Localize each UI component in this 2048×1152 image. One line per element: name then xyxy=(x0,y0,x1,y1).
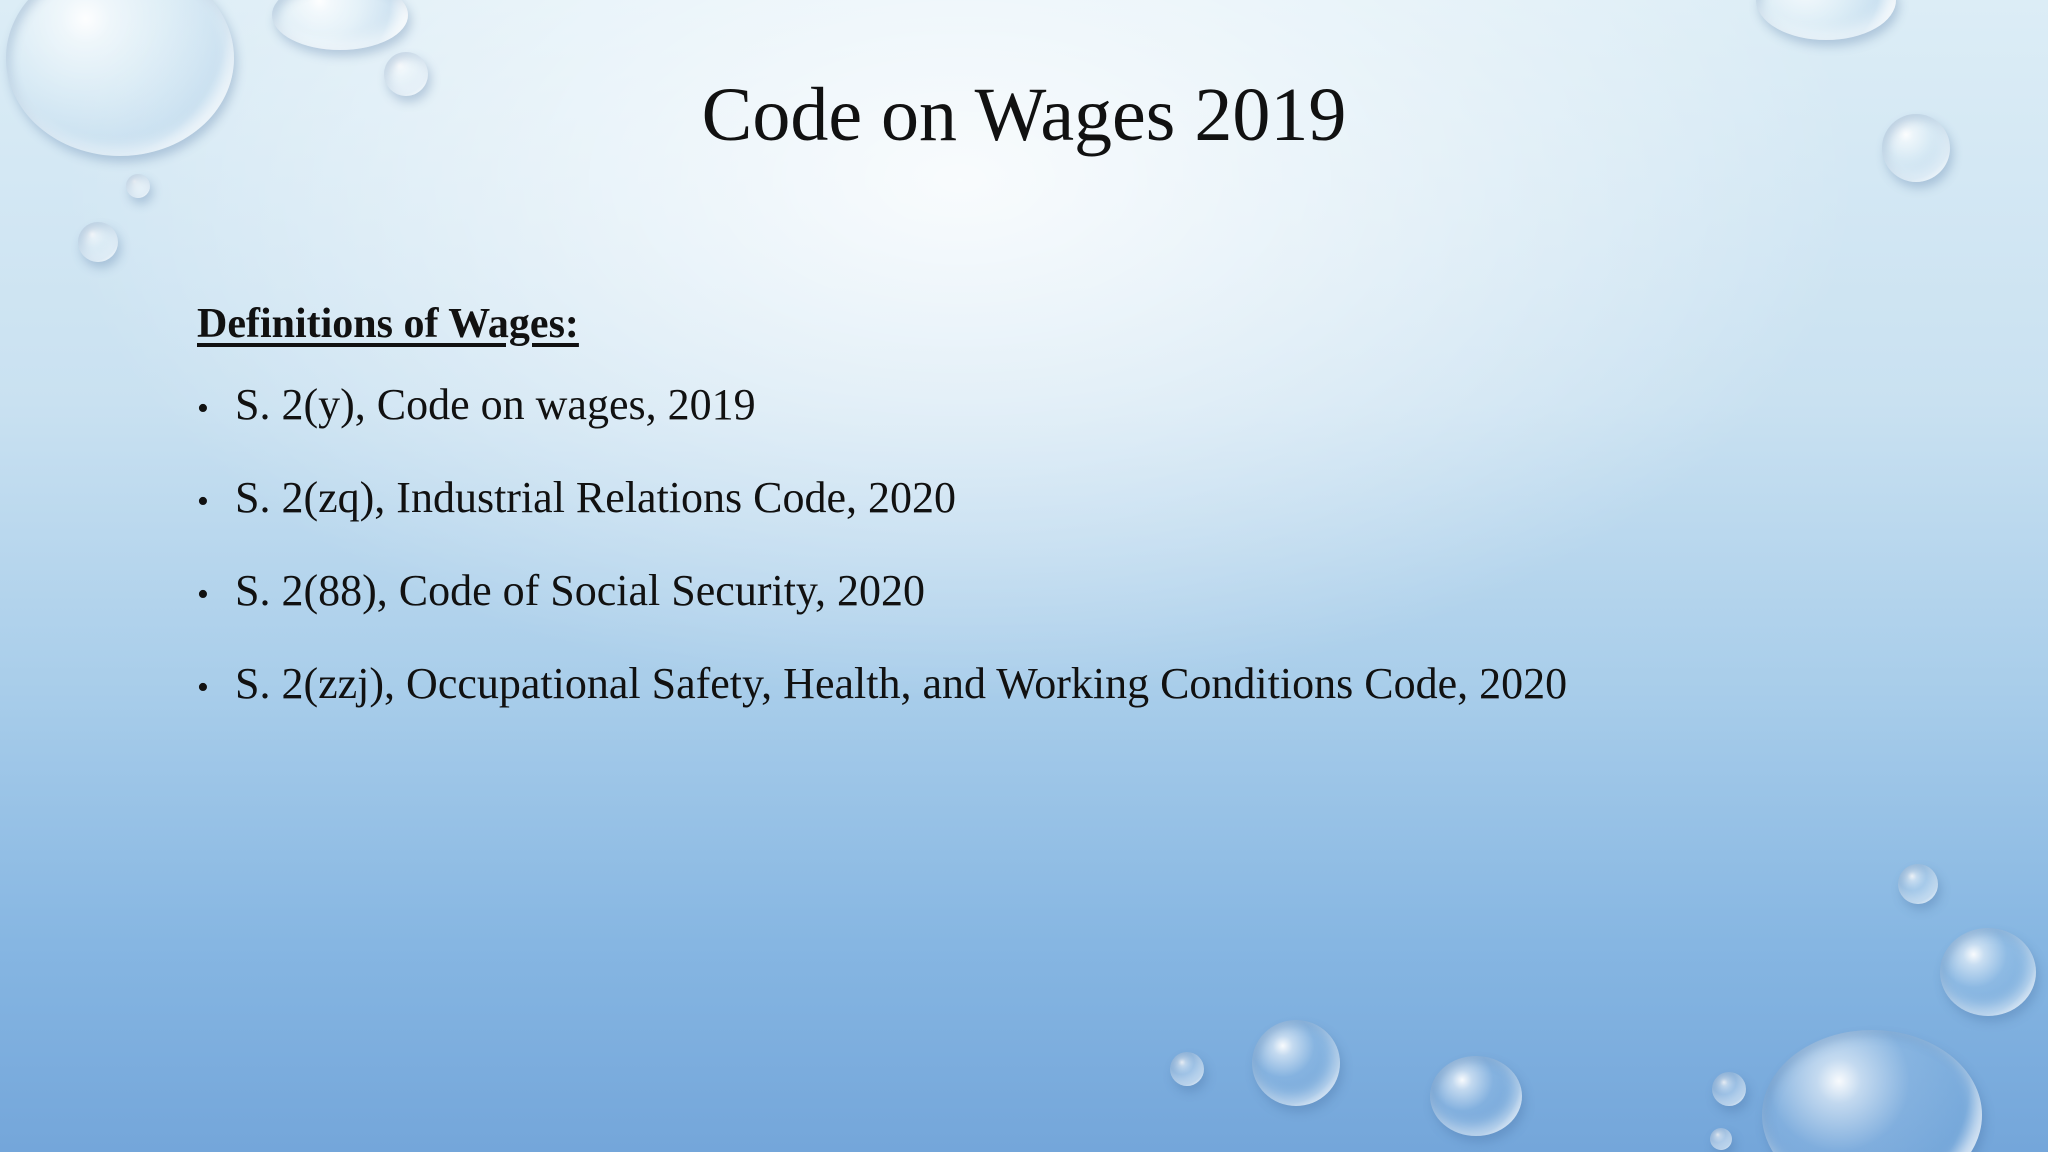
bullet-icon: • xyxy=(197,576,209,613)
water-droplet-icon xyxy=(272,0,408,50)
bullet-icon: • xyxy=(197,390,209,427)
slide-content xyxy=(197,296,1897,748)
list-item-text: S. 2(zq), Industrial Relations Code, 2020 xyxy=(235,473,957,522)
water-droplet-icon xyxy=(1756,0,1896,40)
bullet-icon: • xyxy=(197,483,209,520)
slide-title: Code on Wages 2019 xyxy=(701,73,1347,157)
water-droplet-icon xyxy=(126,174,150,198)
water-droplet-icon xyxy=(78,222,118,262)
water-droplet-icon xyxy=(1940,928,2036,1016)
water-droplet-icon xyxy=(1898,864,1938,904)
water-droplet-icon xyxy=(1430,1056,1522,1136)
list-item xyxy=(197,376,1897,438)
list-item xyxy=(197,469,1897,531)
list-item xyxy=(197,562,1897,624)
water-droplet-icon xyxy=(1252,1020,1340,1106)
list-item-text: S. 2(88), Code of Social Security, 2020 xyxy=(235,566,926,615)
list-item-text: S. 2(zzj), Occupational Safety, Health, and Working Conditions Code, 2020 xyxy=(235,659,1568,708)
water-droplet-icon xyxy=(1170,1052,1204,1086)
list-item xyxy=(197,655,1897,717)
section-heading: Definitions of Wages: xyxy=(197,301,579,347)
water-droplet-icon xyxy=(1762,1030,1982,1152)
water-droplet-icon xyxy=(1710,1128,1732,1150)
list-item-text: S. 2(y), Code on wages, 2019 xyxy=(235,380,756,429)
water-droplet-icon xyxy=(1712,1072,1746,1106)
bullet-icon: • xyxy=(197,669,209,706)
definition-list xyxy=(197,376,1897,717)
